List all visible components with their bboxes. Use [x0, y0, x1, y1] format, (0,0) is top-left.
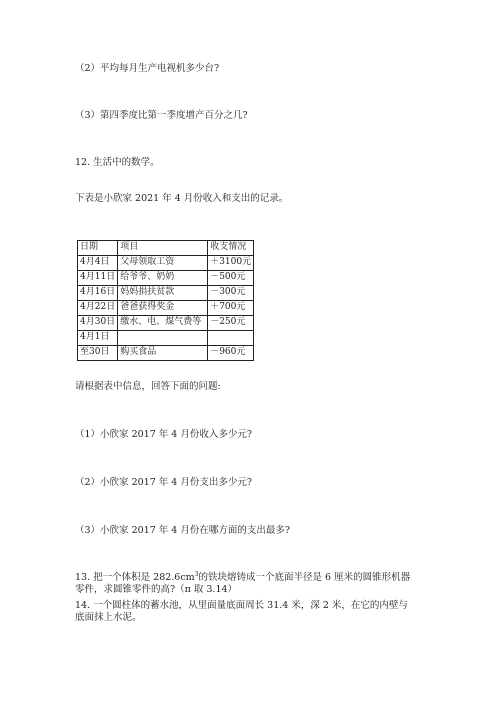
item-cell — [118, 331, 208, 346]
table-row — [78, 301, 254, 316]
question-13-part-2: 的铁块熔铸成一个底面半径是 6 厘米的圆锥形机器零件，求圆锥零件的高?（π 取 3.14） — [75, 572, 411, 595]
question-12-sub-1: （1）小欣家 2017 年 4 月份收入多少元? — [75, 429, 252, 440]
table-header-cell: 收支情况 — [208, 241, 254, 256]
date-cell: 4月22日 — [78, 301, 118, 316]
question-3-text: （3）第四季度比第一季度增产百分之几? — [75, 110, 248, 121]
question-12-intro: 下表是小欣家 2021 年 4 月份收入和支出的记录。 — [75, 193, 289, 204]
item-cell: 父母领取工资 — [118, 256, 208, 271]
question-14-text: 14. 一个圆柱体的蓄水池，从里面量底面周长 31.4 米，深 2 米，在它的内壁与底面抹上水泥。 — [75, 600, 408, 623]
income-expense-table — [77, 240, 254, 361]
date-cell: 4月4日 — [78, 256, 118, 271]
table-row — [78, 316, 254, 331]
amount-cell: ＋700元 — [208, 301, 254, 316]
table-row — [78, 331, 254, 346]
date-cell: 4月30日 — [78, 316, 118, 331]
date-cell: 4月11日 — [78, 271, 118, 286]
amount-cell: ＋3100元 — [208, 256, 254, 271]
amount-cell: －960元 — [208, 346, 254, 361]
question-12-sub-2: （2）小欣家 2017 年 4 月份支出多少元? — [75, 477, 252, 488]
table-row — [78, 256, 254, 271]
table-header-cell: 日期 — [78, 241, 118, 256]
cube-exponent: 3 — [194, 571, 199, 578]
question-2-text: （2）平均每月生产电视机多少台? — [75, 63, 220, 74]
question-12-title: 12. 生活中的数学。 — [75, 157, 160, 168]
amount-cell: －500元 — [208, 271, 254, 286]
item-cell: 缴水、电、煤气费等 — [118, 316, 208, 331]
item-cell: 爸爸获得奖金 — [118, 301, 208, 316]
date-cell: 4月16日 — [78, 286, 118, 301]
amount-cell: －300元 — [208, 286, 254, 301]
date-cell: 至30日 — [78, 346, 118, 361]
amount-cell — [208, 331, 254, 346]
table-header-row — [78, 241, 254, 256]
question-12-sub-3: （3）小欣家 2017 年 4 月份在哪方面的支出最多? — [75, 525, 290, 536]
question-12-prompt: 请根据表中信息，回答下面的问题: — [75, 381, 221, 392]
question-13-part-1: 13. 把一个体积是 282.6cm — [75, 572, 195, 583]
table-row — [78, 271, 254, 286]
item-cell: 购买食品 — [118, 346, 208, 361]
amount-cell: －250元 — [208, 316, 254, 331]
item-cell: 给爷爷、奶奶 — [118, 271, 208, 286]
table-row — [78, 346, 254, 361]
date-cell: 4月1日 — [78, 331, 118, 346]
table-header-cell: 项目 — [118, 241, 208, 256]
question-13-text — [75, 572, 415, 596]
item-cell: 妈妈捐扶贫款 — [118, 286, 208, 301]
table-row — [78, 286, 254, 301]
